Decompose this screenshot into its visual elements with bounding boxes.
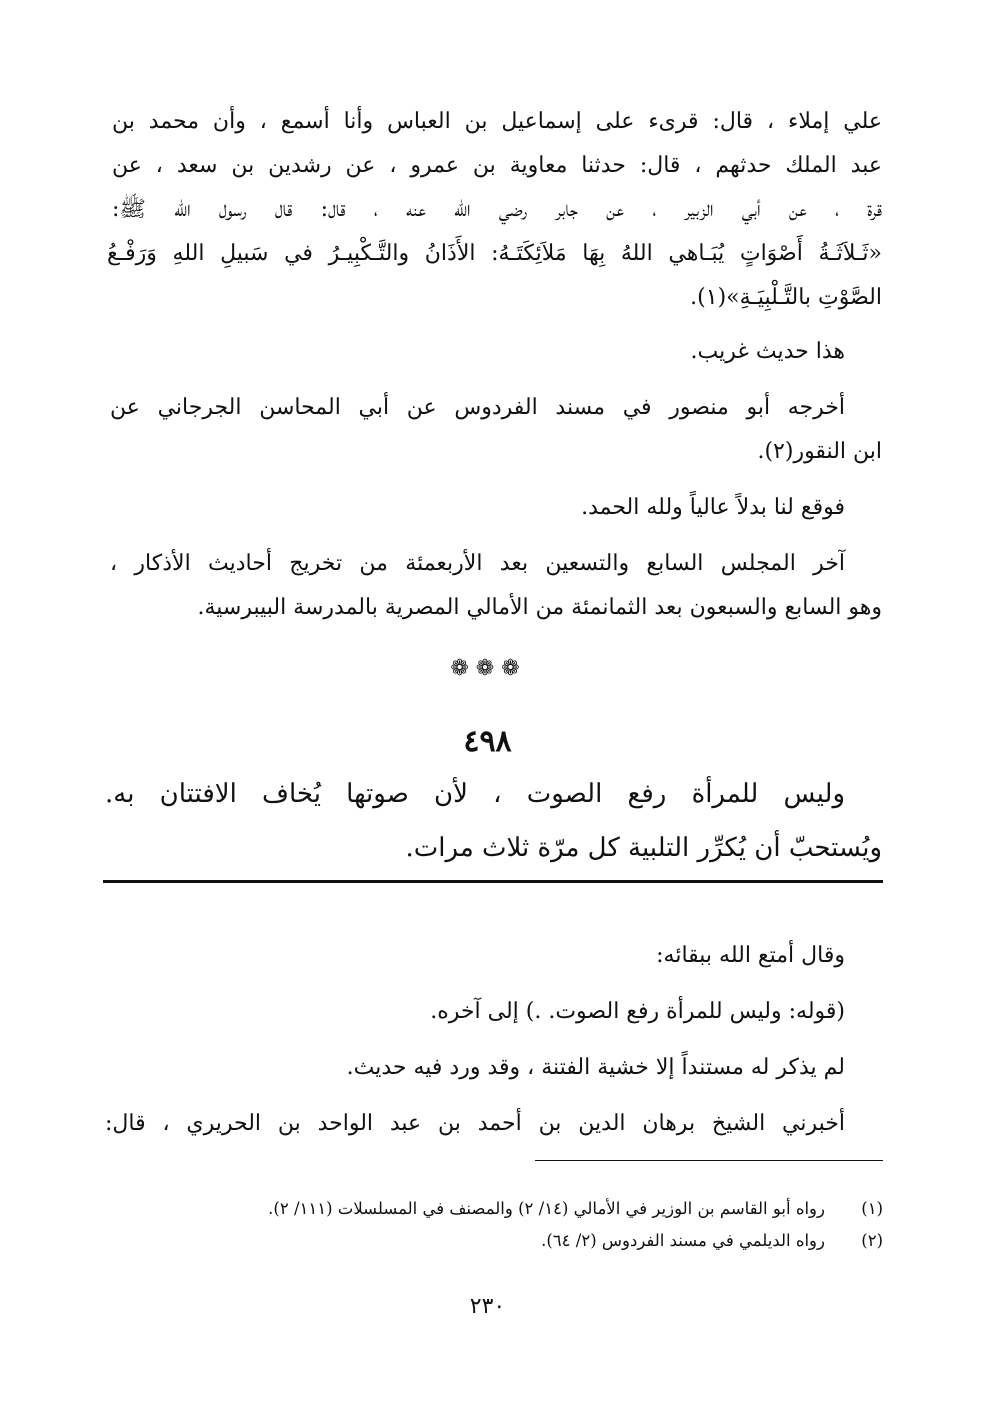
- footnote-text: رواه الديلمي في مسند الفردوس (٢/ ٦٤).: [541, 1231, 825, 1250]
- page-number: ٢٣٠: [469, 1294, 506, 1319]
- paragraph-line: وهو السابع والسبعون بعد الثمانمئة من الأمالي المصرية بالمدرسة البيبرسية.: [197, 595, 882, 620]
- paragraph-line: عبد الملك حدثهم ، قال: حدثنا معاوية بن عمرو ، عن رشدين بن سعد ، عن: [112, 153, 882, 178]
- paragraph-line: فوقع لنا بدلاً عالياً ولله الحمد.: [581, 495, 845, 520]
- main-text-line: ويُستحبّ أن يُكرِّر التلبية كل مرّة ثلاث مرات.: [405, 833, 882, 863]
- section-separator: ❁ ❁ ❁: [450, 656, 520, 681]
- commentary-line: (قوله: وليس للمرأة رفع الصوت. .) إلى آخره.: [430, 999, 845, 1024]
- footnote-number: (١): [861, 1199, 883, 1218]
- hadith-text-line: الصَّوْتِ بالتَّـلْبِيَـةِ»(١).: [690, 285, 882, 310]
- commentary-line: أخبرني الشيخ برهان الدين بن أحمد بن عبد الواحد بن الحريري ، قال:: [105, 1111, 845, 1136]
- paragraph-line: علي إملاء ، قال: قرىء على إسماعيل بن العباس وأنا أسمع ، وأن محمد بن: [112, 109, 882, 134]
- paragraph-line: قرة ، عن أبي الزبير ، عن جابر رضي الله عنه ، قال: قال رسول الله ﷺ:: [112, 197, 882, 222]
- commentary-line: وقال أمتع الله ببقائه:: [656, 943, 845, 968]
- footnote-text: رواه أبو القاسم بن الوزير في الأمالي (١٤/ ٢) والمصنف في المسلسلات (١١١/ ٢).: [268, 1199, 825, 1218]
- section-divider: [103, 880, 883, 883]
- main-text-line: وليس للمرأة رفع الصوت ، لأن صوتها يُخاف الافتتان به.: [105, 779, 845, 809]
- paragraph-line: ابن النقور(٢).: [757, 439, 882, 464]
- paragraph-line: آخر المجلس السابع والتسعين بعد الأربعمئة من تخريج أحاديث الأذكار ،: [110, 551, 845, 576]
- footnote-divider: [535, 1160, 883, 1161]
- hadith-grade: هذا حديث غريب.: [690, 339, 845, 364]
- section-number: ٤٩٨: [463, 724, 512, 759]
- hadith-text-line: «ثَـلاَثَـةُ أَصْوَاتٍ يُبَـاهي اللهُ بِهَا مَلاَئِكَتَـهُ: الأَذَانُ والتَّـكْبِيـرُ في سَبيلِ اللهِ وَرَفْـعُ: [107, 241, 882, 266]
- paragraph-line: أخرجه أبو منصور في مسند الفردوس عن أبي المحاسن الجرجاني عن: [110, 395, 845, 420]
- commentary-line: لم يذكر له مستنداً إلا خشية الفتنة ، وقد ورد فيه حديث.: [346, 1055, 845, 1080]
- footnote-number: (٢): [861, 1231, 883, 1250]
